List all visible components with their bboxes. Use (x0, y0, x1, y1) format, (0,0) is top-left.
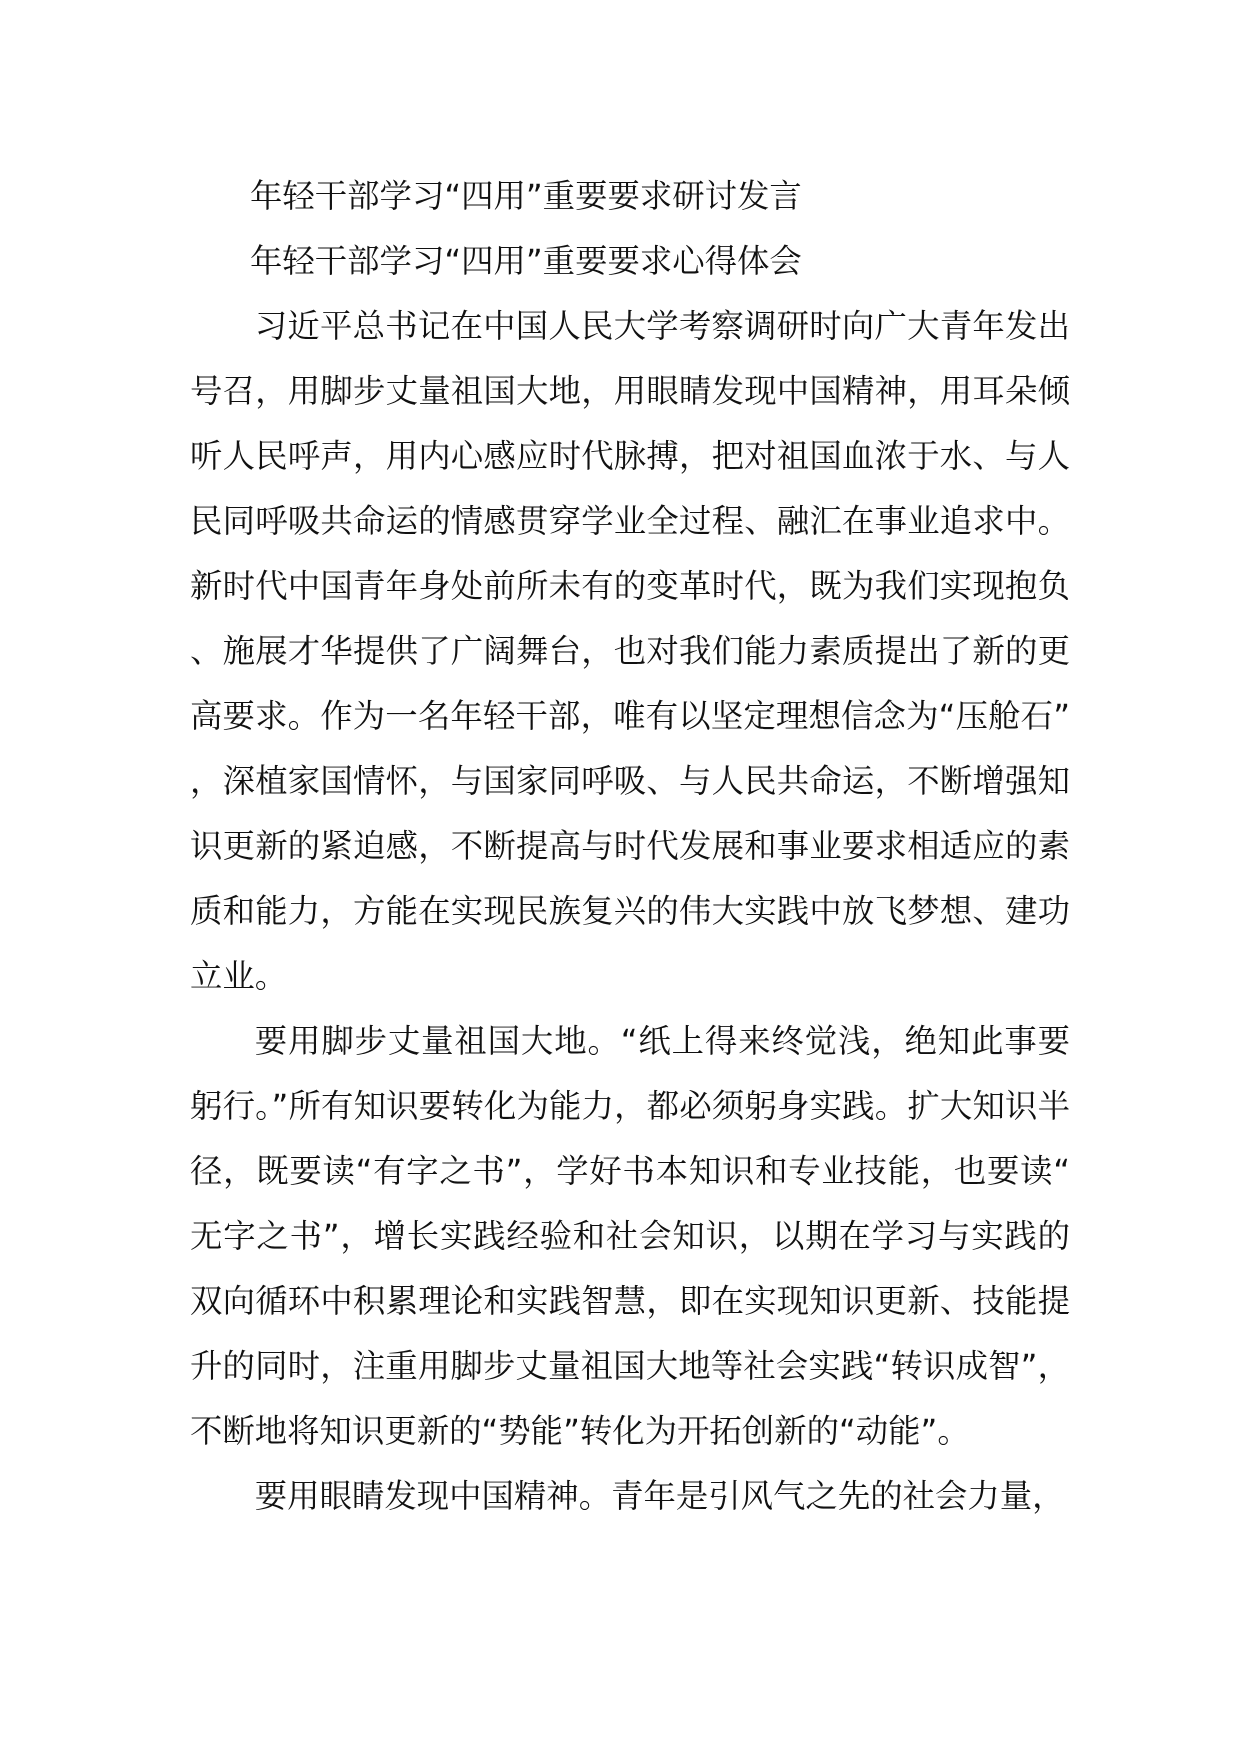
paragraph-eyes: 要用眼睛发现中国精神。青年是引风气之先的社会力量， (254, 1477, 1065, 1515)
paragraph-intro: 习近平总书记在中国人民大学考察调研时向广大青年发出号召，用脚步丈量祖国大地，用眼睛发现中国精神，用耳朵倾听人民呼声，用内心感应时代脉搏，把对祖国血浓于水、与人民同呼吸共命运的情感贯穿学业全过程、融汇在事业追求中。新时代中国青年身处前所未有的变革时代，既为我们实现抱负、施展才华提供了广阔舞台，也对我们能力素质提出了新的更高要求。作为一名年轻干部，唯有以坚定理想信念为“压舱石”，深植家国情怀，与国家同呼吸、与人民共命运，不断增强知识更新的紧迫感，不断提高与时代发展和事业要求相适应的素质和能力，方能在实现民族复兴的伟大实践中放飞梦想、建功立业。 (190, 307, 1070, 995)
document-body (190, 164, 1070, 1529)
title-reflection: 年轻干部学习“四用”重要要求心得体会 (250, 242, 802, 280)
title-speech: 年轻干部学习“四用”重要要求研讨发言 (250, 177, 802, 215)
paragraph-footsteps: 要用脚步丈量祖国大地。“纸上得来终觉浅，绝知此事要躬行。”所有知识要转化为能力，都必须躬身实践。扩大知识半径，既要读“有字之书”，学好书本知识和专业技能，也要读“无字之书”，增长实践经验和社会知识，以期在学习与实践的双向循环中积累理论和实践智慧，即在实现知识更新、技能提升的同时，注重用脚步丈量祖国大地等社会实践“转识成智”，不断地将知识更新的“势能”转化为开拓创新的“动能”。 (190, 1022, 1070, 1450)
